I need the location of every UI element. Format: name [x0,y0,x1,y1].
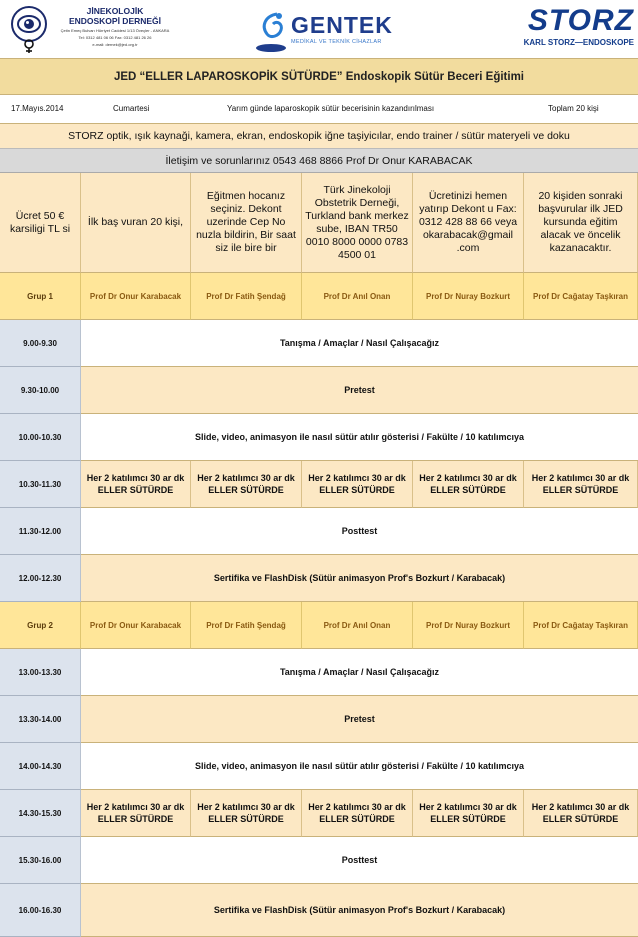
header [0,0,638,58]
practice-cell: Her 2 katılımcı 30 ar dk ELLER SÜTÜRDE [413,790,524,837]
slot-time: 13.30-14.00 [0,696,81,743]
instructor-cell: Prof Dr Anıl Onan [302,602,413,649]
group-header [0,273,638,320]
slot-activity: Posttest [81,837,638,884]
practice-cell: Her 2 katılımcı 30 ar dk ELLER SÜTÜRDE [302,790,413,837]
schedule-row [0,884,638,937]
schedule-row [0,743,638,790]
practice-cell: Her 2 katılımcı 30 ar dk ELLER SÜTÜRDE [524,790,638,837]
instructor-cell: Prof Dr Cağatay Taşkıran [524,602,638,649]
schedule-row [0,414,638,461]
slot-activity: Posttest [81,508,638,555]
practice-cell: Her 2 katılımcı 30 ar dk ELLER SÜTÜRDE [81,790,191,837]
info-choose-instructor: Eğitmen hocanız seçiniz. Dekont uzerinde Cep No nuzla bildirin, Bir saat siz ile bire bir [191,173,302,273]
slot-time: 9.30-10.00 [0,367,81,414]
jed-name: JİNEKOLOJİK ENDOSKOPİ DERNEĞİ [68,6,162,26]
practice-cell: Her 2 katılımcı 30 ar dk ELLER SÜTÜRDE [413,461,524,508]
jed-phone: Tel: 0312 481 06 06 Fax: 0312 481 26 26 [78,35,152,40]
course-goal: Yarım günde laparoskopik sütür becerisinin kazandırılması [227,104,435,113]
course-date: 17.Mayıs.2014 [11,104,64,113]
slot-activity: Pretest [81,367,638,414]
instructor-cell: Prof Dr Anıl Onan [302,273,413,320]
slot-time: 14.00-14.30 [0,743,81,790]
storz-logo [498,6,638,56]
slot-time: 12.00-12.30 [0,555,81,602]
jed-info [60,6,170,47]
practice-cell: Her 2 katılımcı 30 ar dk ELLER SÜTÜRDE [81,461,191,508]
slot-activity: Pretest [81,696,638,743]
info-first-20: İlk baş vuran 20 kişi, [81,173,191,273]
slot-time: 14.30-15.30 [0,790,81,837]
storz-name: STORZ [527,4,634,37]
practice-cell: Her 2 katılımcı 30 ar dk ELLER SÜTÜRDE [302,461,413,508]
group-label: Grup 2 [0,602,81,649]
slot-time: 11.30-12.00 [0,508,81,555]
slot-activity: Slide, video, animasyon ile nasıl sütür atılır gösterisi / Fakülte / 10 katılımcıya [81,743,638,790]
group-header [0,602,638,649]
instructor-cell: Prof Dr Onur Karabacak [81,273,191,320]
schedule-row [0,555,638,602]
slot-time: 13.00-13.30 [0,649,81,696]
practice-cell: Her 2 katılımcı 30 ar dk ELLER SÜTÜRDE [191,461,302,508]
info-row [0,173,638,273]
storz-subtitle: KARL STORZ—ENDOSKOPE [523,38,634,47]
instructor-cell: Prof Dr Fatih Şendağ [191,273,302,320]
slot-time: 10.30-11.30 [0,461,81,508]
slot-time: 9.00-9.30 [0,320,81,367]
info-fee: Ücret 50 € karsiligi TL si [0,173,81,273]
course-total: Toplam 20 kişi [548,104,599,113]
practice-cell: Her 2 katılımcı 30 ar dk ELLER SÜTÜRDE [524,461,638,508]
schedule-row [0,367,638,414]
slot-time: 15.30-16.00 [0,837,81,884]
schedule-row [0,649,638,696]
practice-cell: Her 2 katılımcı 30 ar dk ELLER SÜTÜRDE [191,790,302,837]
schedule-row [0,320,638,367]
slot-activity: Slide, video, animasyon ile nasıl sütür atılır gösterisi / Fakülte / 10 katılımcıya [81,414,638,461]
gentek-name: GENTEK [291,12,393,38]
course-day: Cumartesi [113,104,150,113]
equipment-row: STORZ optik, ışık kaynaği, kamera, ekran, endoskopik iğne taşiyicılar, endo trainer / sütür materyeli ve doku [0,123,638,148]
instructor-cell: Prof Dr Cağatay Taşkıran [524,273,638,320]
slot-time: 16.00-16.30 [0,884,81,937]
contact-row: İletişim ve sorunlarınız 0543 468 8866 Prof Dr Onur KARABACAK [0,148,638,173]
info-waitlist: 20 kişiden sonraki başvurular ilk JED kursunda eğitim alacak ve öncelik kazanacaktır. [524,173,638,273]
instructor-cell: Prof Dr Nuray Bozkurt [413,273,524,320]
jed-logo [6,4,52,54]
slot-time: 10.00-10.30 [0,414,81,461]
meta-row [0,95,638,123]
info-payment: Ücretinizi hemen yatırıp Dekont u Fax: 0312 428 88 66 veya okarabacak@gmail .com [413,173,524,273]
schedule-row [0,790,638,837]
instructor-cell: Prof Dr Nuray Bozkurt [413,602,524,649]
schedule-row [0,461,638,508]
schedule-row [0,696,638,743]
course-title: JED “ELLER LAPAROSKOPİK SÜTÜRDE” Endoskopik Sütür Beceri Eğitimi [0,58,638,95]
instructor-cell: Prof Dr Fatih Şendağ [191,602,302,649]
slot-activity: Sertifika ve FlashDisk (Sütür animasyon Prof's Bozkurt / Karabacak) [81,884,638,937]
slot-activity: Tanışma / Amaçlar / Nasıl Çalışacağız [81,649,638,696]
group-label: Grup 1 [0,273,81,320]
slot-activity: Sertifika ve FlashDisk (Sütür animasyon Prof's Bozkurt / Karabacak) [81,555,638,602]
gentek-logo [255,10,415,56]
instructor-cell: Prof Dr Onur Karabacak [81,602,191,649]
gentek-subtitle: MEDİKAL VE TEKNİK CİHAZLAR [291,39,382,45]
info-bank: Türk Jinekoloji Obstetrik Derneği, Turkland bank merkez sube, IBAN TR50 0010 8000 0000 0783 4500 01 [302,173,413,273]
schedule-row [0,508,638,555]
jed-address: Çetin Emeç Bulvarı Hürriyet Caddesi 1/13 Öveçler - ANKARA [60,28,170,33]
jed-email: e-mail: dernek@jed.org.tr [92,42,138,47]
schedule-row [0,837,638,884]
slot-activity: Tanışma / Amaçlar / Nasıl Çalışacağız [81,320,638,367]
